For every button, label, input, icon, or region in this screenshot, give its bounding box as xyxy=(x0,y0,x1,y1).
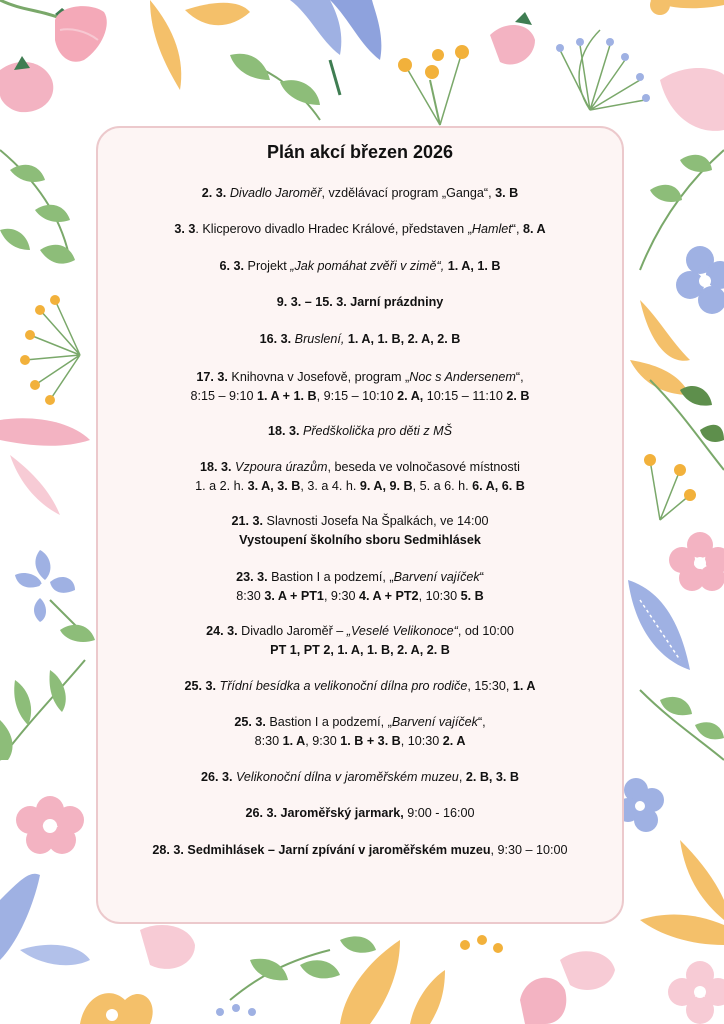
event-line xyxy=(106,732,614,751)
event-line xyxy=(106,220,614,239)
event-text: 18. 3. xyxy=(267,424,303,438)
event-text: „Jak pomáhat zvěři v zimě“, xyxy=(290,259,445,273)
event-text: 16. 3. xyxy=(259,332,295,346)
event-text: . Klicperovo divadlo Hradec Králové, představen „ xyxy=(195,222,472,236)
small-yellow-flowers-icon xyxy=(460,935,503,953)
event-plan-card xyxy=(96,126,624,924)
blue-leaf-icon xyxy=(628,580,690,670)
blue-dots-icon xyxy=(216,1004,256,1016)
green-leaf-icon xyxy=(230,54,320,120)
event-item xyxy=(106,184,614,203)
event-item xyxy=(106,804,614,823)
event-text: , vzdělávací program „Ganga“, xyxy=(321,186,496,200)
event-item xyxy=(106,458,614,496)
yellow-leaf-icon xyxy=(640,840,724,945)
event-item xyxy=(106,677,614,696)
event-text: 6. 3. xyxy=(219,259,248,273)
event-text: 9. 3. – 15. 3. Jarní prázdniny xyxy=(276,295,444,309)
small-yellow-flowers-icon xyxy=(644,454,696,520)
event-text: 6. A, 6. B xyxy=(472,479,525,493)
event-text: 1. B + 3. B xyxy=(340,734,401,748)
event-text: , 9:30 – 10:00 xyxy=(490,843,568,857)
event-text: Vystoupení školního sboru Sedmihlásek xyxy=(239,533,481,547)
event-text: Třídní besídka a velikonoční dílna pro rodiče xyxy=(219,679,468,693)
event-line xyxy=(106,422,614,441)
event-text: , 10:30 xyxy=(400,734,443,748)
event-line xyxy=(106,768,614,787)
event-line xyxy=(106,804,614,823)
event-item xyxy=(106,568,614,606)
event-text: Předškolička pro děti z MŠ xyxy=(302,424,453,438)
yellow-flower-icon xyxy=(80,993,153,1024)
event-line xyxy=(106,458,614,477)
event-item xyxy=(106,293,614,312)
event-text: 24. 3. xyxy=(206,624,242,638)
event-line xyxy=(106,713,614,732)
event-text: Velikonoční dílna v jaroměřském muzeu xyxy=(235,770,459,784)
event-text: 26. 3. Jaroměřský jarmark, xyxy=(245,806,404,820)
event-text: Noc s Andersenem xyxy=(409,370,516,384)
event-text: Vzpoura úrazům xyxy=(235,460,328,474)
event-text: , 3. a 4. h. xyxy=(300,479,360,493)
event-text: 3. B xyxy=(495,186,519,200)
event-item xyxy=(106,220,614,239)
pink-flower-icon xyxy=(16,796,84,854)
event-text: 26. 3. xyxy=(200,770,236,784)
event-text: 2. A xyxy=(442,734,466,748)
yellow-seedhead-icon xyxy=(20,295,80,405)
pink-flower-icon xyxy=(650,0,724,131)
event-item xyxy=(106,713,614,751)
event-item xyxy=(106,512,614,550)
event-text: “, xyxy=(511,222,523,236)
event-line xyxy=(106,257,614,276)
pink-flower-icon xyxy=(140,925,195,969)
event-text: , 9:30 xyxy=(323,589,359,603)
event-line xyxy=(106,568,614,587)
event-item xyxy=(106,841,614,860)
event-text: , 9:15 – 10:10 xyxy=(316,389,398,403)
event-text: 25. 3. xyxy=(184,679,220,693)
blue-flower-icon xyxy=(290,0,381,95)
event-text: Bastion I a podzemí, „ xyxy=(269,715,392,729)
event-text: 2. 3. xyxy=(201,186,230,200)
pink-flower-icon xyxy=(520,951,615,1024)
green-branch-icon xyxy=(650,380,724,470)
event-text: 1. A xyxy=(512,679,536,693)
event-text: 2. B xyxy=(506,389,530,403)
green-branch-icon xyxy=(640,690,724,760)
event-line xyxy=(106,587,614,606)
event-line xyxy=(106,841,614,860)
event-item xyxy=(106,422,614,441)
event-text: 2. A, xyxy=(397,389,424,403)
blue-seedhead-icon xyxy=(560,30,645,110)
event-text: Divadlo Jaroměř – xyxy=(241,624,347,638)
green-branch-icon xyxy=(0,660,85,760)
event-text: 8:30 xyxy=(254,734,283,748)
event-text: Barvení vajíček xyxy=(391,715,478,729)
event-item xyxy=(106,768,614,787)
event-text: 23. 3. xyxy=(236,570,272,584)
event-line xyxy=(106,477,614,496)
event-text: 8:30 xyxy=(236,589,265,603)
event-text: Knihovna v Josefově, program „ xyxy=(231,370,410,384)
event-text: 8. A xyxy=(522,222,546,236)
blue-leaf-icon xyxy=(0,874,90,965)
event-text: Divadlo Jaroměř xyxy=(229,186,322,200)
event-text: 3. A + PT1 xyxy=(264,589,324,603)
event-text: 21. 3. xyxy=(231,514,267,528)
event-text: „Veselé Velikonoce“ xyxy=(346,624,458,638)
event-text: Hamlet xyxy=(471,222,512,236)
event-item xyxy=(106,257,614,276)
event-text: 18. 3. xyxy=(200,460,236,474)
event-line xyxy=(106,368,614,387)
event-text: 9:00 - 16:00 xyxy=(403,806,475,820)
event-line xyxy=(106,184,614,203)
event-text: , beseda ve volnočasové místnosti xyxy=(327,460,520,474)
event-text: 1. A xyxy=(282,734,306,748)
event-text: PT 1, PT 2, 1. A, 1. B, 2. A, 2. B xyxy=(270,643,450,657)
event-text: Projekt xyxy=(247,259,291,273)
event-text: , od 10:00 xyxy=(457,624,514,638)
event-text: 10:15 – 11:10 xyxy=(423,389,507,403)
event-text: 1. a 2. h. xyxy=(195,479,248,493)
event-text: , 15:30, xyxy=(467,679,513,693)
event-line xyxy=(106,387,614,406)
event-text: Bastion I a podzemí, „ xyxy=(271,570,394,584)
event-text: “, xyxy=(515,370,524,384)
event-line xyxy=(106,622,614,641)
yellow-leaf-icon xyxy=(340,940,445,1024)
event-text: “ xyxy=(479,570,484,584)
event-text: Slavnosti Josefa Na Špalkách, ve 14:00 xyxy=(266,514,489,528)
event-line xyxy=(106,330,614,349)
yellow-leaf-icon xyxy=(150,0,250,90)
pink-tulip-icon xyxy=(0,0,107,62)
page-title: Plán akcí březen 2026 xyxy=(266,142,454,162)
pink-flower-icon xyxy=(0,56,53,112)
event-item xyxy=(106,622,614,660)
event-text: 5. B xyxy=(460,589,484,603)
event-text: 9. A, 9. B xyxy=(359,479,413,493)
event-text: 28. 3. Sedmihlásek – Jarní zpívání v jaroměřském muzeu xyxy=(152,843,491,857)
event-text: 25. 3. xyxy=(234,715,270,729)
pink-flower-icon xyxy=(669,532,724,591)
event-text: , 5. a 6. h. xyxy=(412,479,473,493)
event-line xyxy=(106,531,614,550)
pink-bud-icon xyxy=(490,12,535,65)
event-text: 2. B, 3. B xyxy=(465,770,520,784)
event-line xyxy=(106,641,614,660)
yellow-leaf-icon xyxy=(630,300,690,395)
event-line xyxy=(106,293,614,312)
event-text: 1. A, 1. B, 2. A, 2. B xyxy=(347,332,461,346)
pink-leaf-icon xyxy=(0,418,90,515)
event-text: 8:15 – 9:10 xyxy=(190,389,257,403)
blue-flower-icon xyxy=(676,246,724,314)
event-text: 1. A + 1. B xyxy=(257,389,317,403)
event-line xyxy=(106,512,614,531)
green-branch-icon xyxy=(0,150,75,264)
event-text: “, xyxy=(477,715,486,729)
event-text: 1. A, 1. B xyxy=(444,259,501,273)
pink-flower-icon xyxy=(668,961,724,1024)
event-text: , 10:30 xyxy=(418,589,461,603)
event-text: 3. A, 3. B xyxy=(247,479,301,493)
event-text: 17. 3. xyxy=(196,370,232,384)
event-item xyxy=(106,330,614,349)
small-yellow-flowers-icon xyxy=(398,45,469,125)
event-text: 4. A + PT2 xyxy=(358,589,419,603)
event-text: , 9:30 xyxy=(305,734,341,748)
blue-flower-icon xyxy=(15,550,95,642)
event-text: Bruslení, xyxy=(294,332,348,346)
event-line xyxy=(106,677,614,696)
event-text: , xyxy=(458,770,466,784)
event-item xyxy=(106,368,614,406)
event-text: 3. 3 xyxy=(174,222,196,236)
event-text: Barvení vajíček xyxy=(393,570,480,584)
